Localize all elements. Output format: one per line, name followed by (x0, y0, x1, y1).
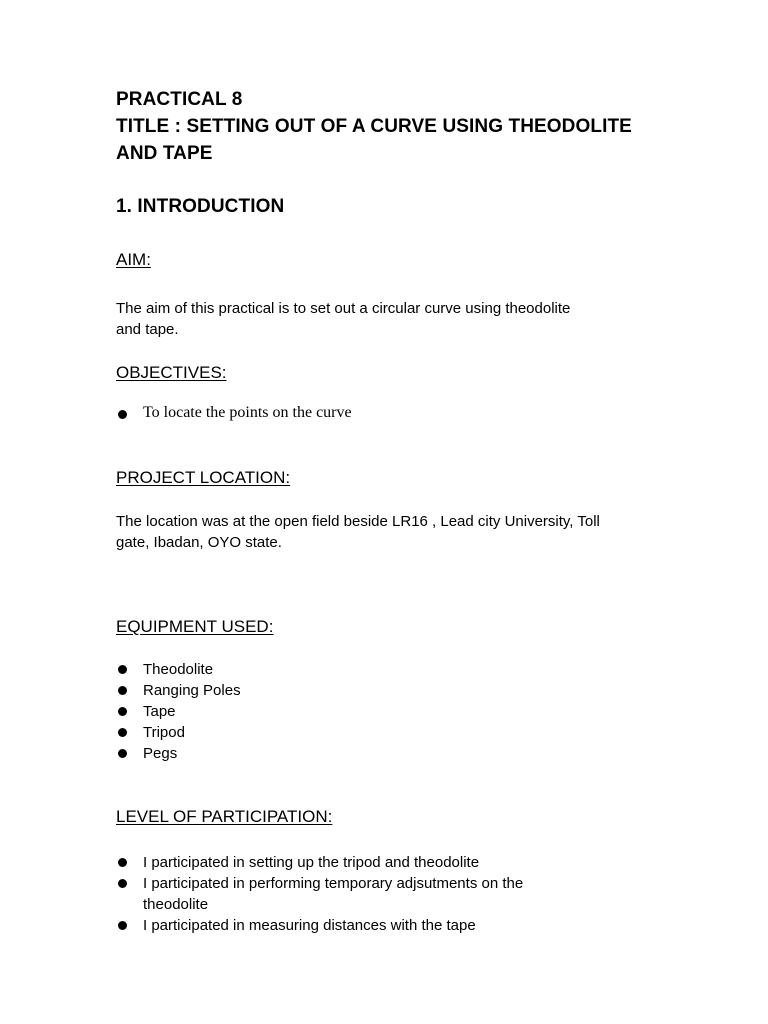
participation-item-setup: I participated in setting up the tripod and theodolite (143, 854, 480, 871)
participation-item-measuring: I participated in measuring distances with the tape (143, 917, 476, 934)
bullet-icon (118, 728, 127, 737)
bullet-icon (118, 410, 127, 419)
introduction-heading: 1. INTRODUCTION (116, 196, 285, 217)
aim-text-line-1: The aim of this practical is to set out a circular curve using theodolite (116, 300, 571, 317)
aim-text-line-2: and tape. (116, 321, 179, 338)
equipment-item-tripod: Tripod (143, 724, 185, 741)
objectives-heading: OBJECTIVES: (116, 363, 227, 382)
participation-item-adjustments: I participated in performing temporary adjsutments on the (143, 875, 524, 892)
bullet-icon (118, 686, 127, 695)
title-line-1: TITLE : SETTING OUT OF A CURVE USING THEODOLITE (116, 116, 632, 137)
bullet-icon (118, 665, 127, 674)
objective-item: To locate the points on the curve (143, 404, 352, 421)
practical-number: PRACTICAL 8 (116, 89, 243, 110)
equipment-item-ranging-poles: Ranging Poles (143, 682, 241, 699)
location-text-line-1: The location was at the open field beside LR16 , Lead city University, Toll (116, 513, 600, 530)
title-line-2: AND TAPE (116, 143, 213, 164)
aim-heading: AIM: (116, 250, 151, 269)
bullet-icon (118, 707, 127, 716)
equipment-item-theodolite: Theodolite (143, 661, 214, 678)
participation-heading: LEVEL OF PARTICIPATION: (116, 807, 333, 826)
equipment-item-tape: Tape (143, 703, 176, 720)
location-text-line-2: gate, Ibadan, OYO state. (116, 534, 282, 551)
bullet-icon (118, 749, 127, 758)
project-location-heading: PROJECT LOCATION: (116, 468, 291, 487)
participation-item-adjustments-cont: theodolite (143, 896, 209, 913)
bullet-icon (118, 921, 127, 930)
equipment-heading: EQUIPMENT USED: (116, 617, 274, 636)
equipment-item-pegs: Pegs (143, 745, 178, 762)
bullet-icon (118, 858, 127, 867)
bullet-icon (118, 879, 127, 888)
